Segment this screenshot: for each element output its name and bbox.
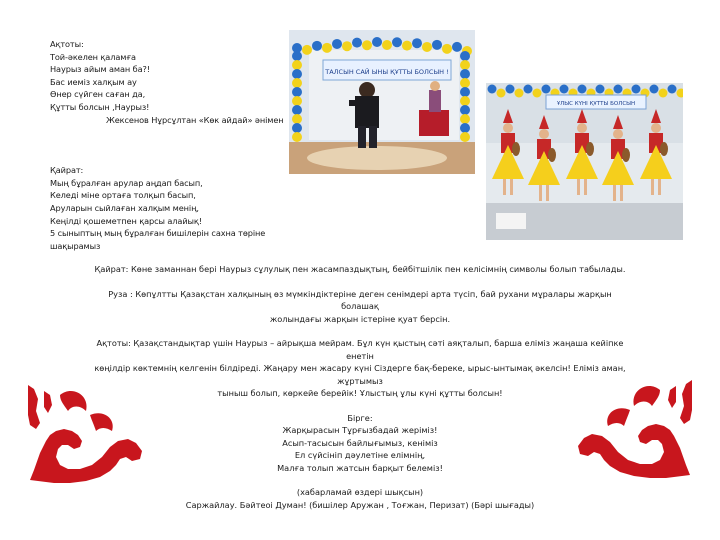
left-text-line: Келеді міне ортаға толқып басып, bbox=[50, 190, 196, 201]
dancers-photo-image bbox=[486, 83, 683, 240]
left-text-line: Аруларын сыйлаған халқым менің, bbox=[50, 202, 199, 213]
balloon-shape bbox=[362, 40, 372, 50]
balloon-shape bbox=[460, 51, 470, 61]
balloon-shape bbox=[460, 87, 470, 97]
stage-photo-singer bbox=[289, 30, 475, 174]
balloon-shape bbox=[460, 123, 470, 133]
balloon-shape bbox=[322, 43, 332, 53]
balloon-shape bbox=[292, 123, 302, 133]
left-text-line: 5 сыныптың мың бұралған бишілерін сахна төріне bbox=[50, 228, 266, 239]
left-lines-a bbox=[50, 38, 310, 114]
balloon-shape bbox=[460, 69, 470, 79]
center-text-line: Саржайлау. Бәйтеоі Думан! (бишілер Аружан , Тоғжан, Перизат) (Бәрі шығады) bbox=[185, 499, 535, 510]
balloon-shape bbox=[596, 85, 605, 94]
balloon-shape bbox=[302, 45, 312, 55]
balloon-shape bbox=[650, 85, 659, 94]
center-text-line bbox=[90, 325, 630, 337]
left-text-block bbox=[50, 38, 310, 252]
balloon-shape bbox=[578, 85, 587, 94]
left-text-line: Той-әкелен қаламға bbox=[50, 51, 136, 62]
left-text-line: Мың бұралған арулар аңдап басып, bbox=[50, 177, 203, 188]
balloon-shape bbox=[460, 132, 470, 142]
center-text-block bbox=[90, 263, 630, 511]
left-text-line: Құтты болсын ,Наурыз! bbox=[50, 101, 150, 112]
performer-line: Жексенов Нұрсұлтан «Көк айдай» әнімен bbox=[106, 114, 284, 125]
center-text-line: Жарқырасын Тұрғызбадай жеріміз! bbox=[282, 425, 438, 436]
balloon-shape bbox=[292, 132, 302, 142]
balloon-shape bbox=[352, 38, 362, 48]
center-text-line bbox=[90, 474, 630, 486]
balloon-shape bbox=[292, 105, 302, 115]
balloon-shape bbox=[488, 85, 497, 94]
balloon-shape bbox=[392, 37, 402, 47]
balloon-shape bbox=[382, 40, 392, 50]
balloon-shape bbox=[460, 114, 470, 124]
balloon-shape bbox=[292, 51, 302, 61]
left-text-line: Бас иеміз халқым ау bbox=[50, 76, 137, 87]
right-ornament-icon bbox=[570, 370, 700, 485]
left-text-line: Өнер сүйген саған да, bbox=[50, 89, 146, 100]
left-ornament-icon bbox=[20, 375, 150, 490]
balloon-shape bbox=[533, 89, 542, 98]
balloon-shape bbox=[292, 69, 302, 79]
center-text-line bbox=[90, 275, 630, 287]
balloon-shape bbox=[668, 85, 677, 94]
dancers-photo bbox=[486, 83, 683, 240]
balloon-shape bbox=[497, 89, 506, 98]
center-text-line: Асып-тасысын байлығымыз, кеніміз bbox=[282, 437, 438, 448]
balloon-shape bbox=[292, 60, 302, 70]
balloon-shape bbox=[292, 96, 302, 106]
dancers-banner-text: ҰЛЫС КҮНІ ҚҰТТЫ БОЛСЫН bbox=[556, 101, 636, 107]
left-text-line: Наурыз айым аман ба?! bbox=[50, 64, 150, 75]
balloon-shape bbox=[412, 38, 422, 48]
balloon-shape bbox=[506, 85, 515, 94]
balloon-shape bbox=[452, 42, 462, 52]
balloon-shape bbox=[659, 89, 668, 98]
balloon-shape bbox=[292, 78, 302, 88]
center-text-line: Малға толып жатсын барқыт белеміз! bbox=[277, 462, 443, 473]
balloon-shape bbox=[442, 44, 452, 54]
balloon-shape bbox=[432, 40, 442, 50]
singer-photo-image bbox=[289, 30, 475, 174]
center-text-line: Ел сүйсініп дәулетіне елімнің, bbox=[294, 450, 426, 461]
balloon-shape bbox=[372, 37, 382, 47]
balloon-shape bbox=[460, 78, 470, 88]
left-lines-b bbox=[50, 164, 310, 252]
center-text-line: Ақтоты: Қазақстандықтар үшін Наурыз – айрықша мейрам. Бұл күн қыстың сәті аяқталып, барша еліміз жаңаша кейіпке енетін bbox=[96, 338, 624, 361]
balloon-shape bbox=[402, 41, 412, 51]
balloon-shape bbox=[614, 85, 623, 94]
center-text-line: тыныш болып, көркейе берейік! Ұлыстың ұлы күні құтты болсын! bbox=[217, 388, 503, 399]
balloon-shape bbox=[632, 85, 641, 94]
left-text-line: шақырамыз bbox=[50, 240, 101, 251]
center-text-line: жолындағы жарқын істеріне қуат берсін. bbox=[269, 313, 451, 324]
stage-banner-text: ТАЛСЫН САЙ ЫНЫ ҚҰТТЫ БОЛСЫН ! bbox=[325, 68, 449, 76]
balloon-shape bbox=[560, 85, 569, 94]
center-text-line: Қайрат: Көне заманнан бері Наурыз сұлулық пен жасампаздықтың, бейбітшілік пен келісімнің символы болып табылады. bbox=[94, 264, 626, 274]
balloon-shape bbox=[422, 42, 432, 52]
center-text-line: көңілдір көктемнің келгенін білдіреді. Жаңару мен жасару күні Сіздерге бақ-береке, ырыс-ынтымақ әкелсін! Еліміз аман, жұртымыз bbox=[94, 363, 626, 386]
balloon-shape bbox=[292, 87, 302, 97]
balloon-shape bbox=[460, 105, 470, 115]
balloon-shape bbox=[460, 60, 470, 70]
left-text-line: Кеңілді қошеметпен қарсы алайық! bbox=[50, 215, 202, 226]
left-text-line: Ақтоты: bbox=[50, 39, 84, 49]
balloon-shape bbox=[515, 89, 524, 98]
balloon-shape bbox=[332, 39, 342, 49]
balloon-shape bbox=[342, 41, 352, 51]
left-text-line: Қайрат: bbox=[50, 165, 84, 176]
center-text-line: Руза : Көпұлтты Қазақстан халқының өз мүмкіндіктеріне деген сенімдері арта түсіп, бай рухани мұралары жарқын болашақ bbox=[108, 288, 612, 312]
balloon-shape bbox=[542, 85, 551, 94]
balloon-shape bbox=[524, 85, 533, 94]
balloon-shape bbox=[460, 96, 470, 106]
balloon-shape bbox=[312, 41, 322, 51]
balloon-shape bbox=[292, 114, 302, 124]
center-text-line bbox=[90, 399, 630, 411]
center-text-line: Бірге: bbox=[347, 412, 373, 423]
center-text-line: (хабарламай өздері шықсын) bbox=[296, 487, 424, 498]
